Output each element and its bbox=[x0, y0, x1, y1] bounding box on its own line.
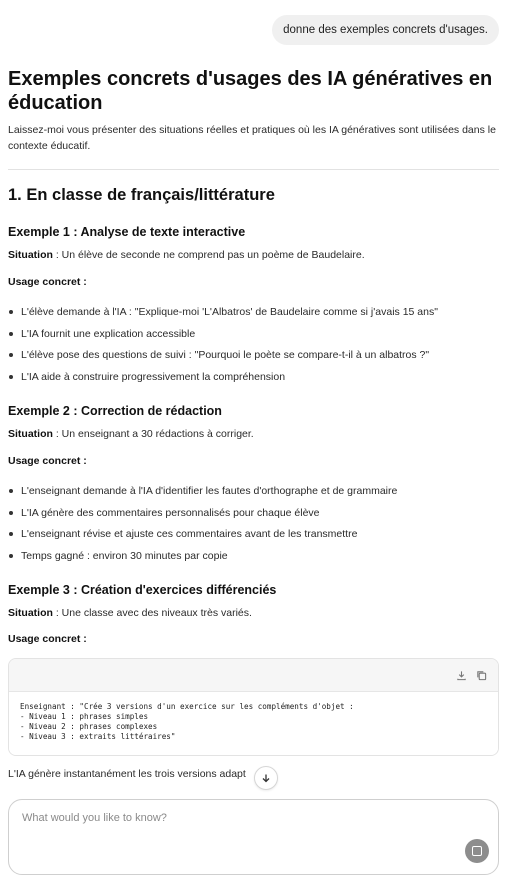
usage-label: Usage concret : bbox=[8, 276, 87, 288]
example-situation bbox=[8, 249, 365, 261]
response-intro: Laissez-moi vous présenter des situations réelles et pratiques où les IA génératives sont utilisées dans le contexte éducatif. bbox=[8, 124, 496, 152]
list-item: L'élève demande à l'IA : "Explique-moi 'L'Albatros' de Baudelaire comme si j'avais 15 ans" bbox=[8, 305, 438, 327]
scroll-down-button[interactable] bbox=[254, 766, 278, 790]
situation-label: Situation bbox=[8, 428, 53, 440]
list-item: L'IA fournit une explication accessible bbox=[8, 327, 438, 349]
code-content: Enseignant : "Crée 3 versions d'un exercice sur les compléments d'objet : - Niveau 1 : phrases simples - Niveau 2 : phrases complexes - Niveau 3 : extraits littéraires" bbox=[9, 692, 498, 756]
example-title: Exemple 2 : Correction de rédaction bbox=[8, 404, 222, 418]
list-item: L'enseignant révise et ajuste ces commentaires avant de les transmettre bbox=[8, 527, 397, 549]
list-item: L'élève pose des questions de suivi : "Pourquoi le poète se compare-t-il à un albatros ?" bbox=[8, 348, 438, 370]
example-situation bbox=[8, 607, 252, 619]
user-message-bubble: donne des exemples concrets d'usages. bbox=[272, 15, 499, 45]
situation-label: Situation bbox=[8, 607, 53, 619]
situation-text: : Un enseignant a 30 rédactions à corriger. bbox=[52, 428, 254, 440]
stop-icon bbox=[472, 846, 482, 856]
chat-input-box bbox=[8, 799, 499, 875]
list-item: Temps gagné : environ 30 minutes par copie bbox=[8, 549, 397, 571]
download-icon[interactable] bbox=[454, 668, 468, 682]
trailing-text: L'IA génère instantanément les trois versions adapt bbox=[8, 768, 246, 780]
copy-icon[interactable] bbox=[474, 668, 488, 682]
usage-list bbox=[8, 305, 438, 391]
arrow-down-icon bbox=[261, 773, 271, 783]
response-title: Exemples concrets d'usages des IA génératives en éducation bbox=[8, 68, 493, 114]
code-block bbox=[8, 658, 499, 756]
example-title: Exemple 3 : Création d'exercices différenciés bbox=[8, 583, 277, 597]
code-header bbox=[9, 659, 498, 692]
list-item: L'IA aide à construire progressivement la compréhension bbox=[8, 370, 438, 392]
example-situation bbox=[8, 428, 254, 440]
situation-text: : Une classe avec des niveaux très variés. bbox=[52, 607, 252, 619]
stop-button[interactable] bbox=[465, 839, 489, 863]
situation-text: : Un élève de seconde ne comprend pas un poème de Baudelaire. bbox=[52, 249, 365, 261]
list-item: L'IA génère des commentaires personnalisés pour chaque élève bbox=[8, 506, 397, 528]
list-item: L'enseignant demande à l'IA d'identifier les fautes d'orthographe et de grammaire bbox=[8, 484, 397, 506]
section-title: 1. En classe de français/littérature bbox=[8, 186, 275, 204]
usage-label: Usage concret : bbox=[8, 455, 87, 467]
usage-label: Usage concret : bbox=[8, 633, 87, 645]
chat-input[interactable] bbox=[20, 810, 458, 854]
usage-list bbox=[8, 484, 397, 570]
example-title: Exemple 1 : Analyse de texte interactive bbox=[8, 225, 246, 239]
divider bbox=[8, 169, 499, 170]
situation-label: Situation bbox=[8, 249, 53, 261]
